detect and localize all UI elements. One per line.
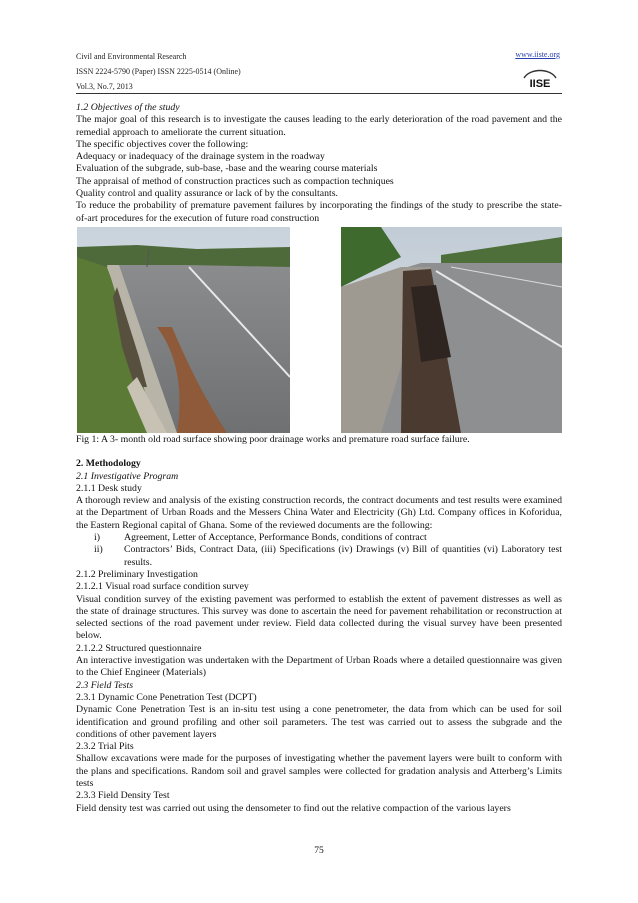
list-number: i)	[94, 532, 100, 544]
objectives-conclusion: To reduce the probability of premature pavement failures by incorporating the findings of the study to prescribe the state-of-art procedures for the execution of future road construction	[76, 200, 562, 224]
section-heading-2-1-1: 2.1.1 Desk study	[76, 482, 142, 494]
drainage-photo	[77, 227, 290, 433]
objectives-intro: The specific objectives cover the following:	[76, 138, 249, 150]
field-density-paragraph: Field density test was carried out using the densometer to find out the relative compaction of the various layers	[76, 802, 511, 814]
desk-study-paragraph: A thorough review and analysis of the existing construction records, the contract documents and test results were examined at the Department of Urban Roads and the Messers China Water and Electricity (Gh) Ltd. Company offices in Koforidua, the Eastern Regional capital of Ghana. Some of the reviewed documents are the following:	[76, 495, 562, 531]
svg-text:IISE: IISE	[529, 78, 551, 90]
journal-volume: Vol.3, No.7, 2013	[76, 82, 133, 91]
section-heading-2-1: 2.1 Investigative Program	[76, 470, 179, 482]
objectives-section	[76, 102, 562, 225]
section-heading-2-1-2: 2.1.2 Preliminary Investigation	[76, 568, 198, 580]
list-text: Contractors’ Bids, Contract Data, (iii) Specifications (iv) Drawings (v) Bill of quantities (vi) Laboratory test results.	[124, 544, 562, 568]
visual-survey-paragraph: Visual condition survey of the existing pavement was performed to establish the extent of pavement distresses as well as the state of drainage structures. This survey was done to ascertain the need for pavement rehabilitation or reconstruction at selected sections of the road pavement under review. Field data collected during the visual survey have been presented below.	[76, 593, 562, 642]
dcpt-paragraph: Dynamic Cone Penetration Test is an in-situ test using a cone penetrometer, the data from which can be used for soil identification and ground profiling and other soil parameters. The test was carried out to assess the subgrade and the conditions of other pavement layers	[76, 704, 562, 740]
list-number: ii)	[94, 544, 103, 556]
journal-name: Civil and Environmental Research	[76, 52, 187, 61]
section-heading-2-1-2-2: 2.1.2.2 Structured questionnaire	[76, 642, 202, 654]
figure-1	[76, 227, 562, 433]
section-heading-2-3-1: 2.3.1 Dynamic Cone Penetration Test (DCPT)	[76, 691, 257, 703]
objective-item: Evaluation of the subgrade, sub-base, -base and the wearing course materials	[76, 163, 378, 175]
iiste-logo	[520, 66, 560, 90]
methodology-section	[76, 434, 562, 815]
objective-item: Quality control and quality assurance or lack of by the consultants.	[76, 188, 338, 200]
document-list-item	[76, 544, 562, 569]
section-heading-2-3-2: 2.3.2 Trial Pits	[76, 741, 134, 753]
objective-item: Adequacy or inadequacy of the drainage system in the roadway	[76, 151, 325, 163]
section-heading-2-1-2-1: 2.1.2.1 Visual road surface condition survey	[76, 581, 249, 593]
page-number: 75	[314, 846, 324, 856]
section-heading-2-3: 2.3 Field Tests	[76, 679, 134, 691]
list-text: Agreement, Letter of Acceptance, Performance Bonds, conditions of contract	[124, 532, 427, 544]
trial-pits-paragraph: Shallow excavations were made for the purposes of investigating whether the pavement layers were built to conform with the plans and specifications. Random soil and gravel samples were collected for gradation analysis and Atterberg’s Limits tests	[76, 753, 562, 790]
section-heading-2-3-3: 2.3.3 Field Density Test	[76, 790, 170, 802]
journal-website-link[interactable]: www.iiste.org	[515, 50, 560, 59]
objectives-paragraph: The major goal of this research is to investigate the causes leading to the early deterioration of the road pavement and the remedial approach to ameliorate the current situation.	[76, 114, 562, 138]
questionnaire-paragraph: An interactive investigation was undertaken with the Department of Urban Roads where a detailed questionnaire was given to the Chief Engineer (Materials)	[76, 655, 562, 679]
journal-issn: ISSN 2224-5790 (Paper) ISSN 2225-0514 (Online)	[76, 67, 241, 76]
document-list-item	[76, 532, 562, 544]
section-heading-2: 2. Methodology	[76, 458, 141, 470]
objective-item: The appraisal of method of construction practices such as compaction techniques	[76, 175, 394, 187]
header-rule	[76, 93, 562, 94]
pavement-failure-photo	[341, 227, 562, 433]
section-heading-1-2: 1.2 Objectives of the study	[76, 102, 180, 113]
figure-caption: Fig 1: A 3- month old road surface showing poor drainage works and premature road surface failure.	[76, 434, 470, 445]
